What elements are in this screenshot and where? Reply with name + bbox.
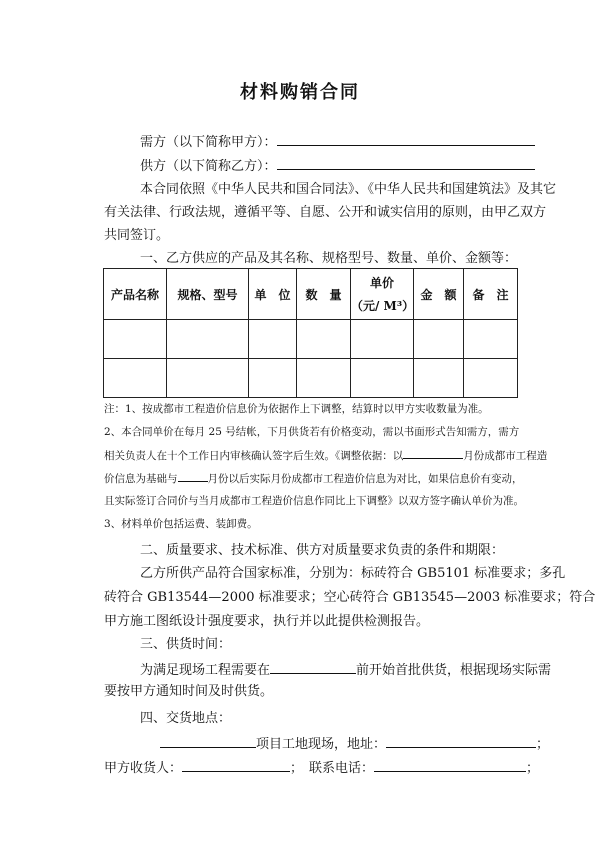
table-cell[interactable] bbox=[249, 359, 297, 398]
header-amount: 金 额 bbox=[414, 269, 464, 320]
header-remarks: 备 注 bbox=[464, 269, 518, 320]
note-2-line-3 bbox=[104, 471, 523, 486]
table-cell[interactable] bbox=[104, 359, 167, 398]
note-2-line-3-tail: 月份以后实际月份成都市工程造价信息为对比，如果信息价有变动， bbox=[207, 473, 523, 485]
receiver-sep: ； bbox=[290, 761, 304, 776]
buyer-line bbox=[140, 133, 535, 151]
adjust-month-blank-2[interactable] bbox=[178, 471, 208, 482]
note-1: 注：1、按成都市工程造价信息价为依据作上下调整，结算时以甲方实收数量为准。 bbox=[104, 403, 489, 415]
supply-date-blank[interactable] bbox=[270, 661, 356, 674]
address-blank[interactable] bbox=[386, 735, 536, 748]
table-header-row bbox=[104, 269, 518, 320]
note-2-line-3-text: 价信息为基础与 bbox=[104, 473, 178, 485]
header-quantity: 数 量 bbox=[297, 269, 351, 320]
table-cell[interactable] bbox=[464, 359, 518, 398]
intro-line-2: 有关法律、行政法规，遵循平等、自愿、公开和诚实信用的原则，由甲乙双方 bbox=[104, 205, 547, 220]
table-cell[interactable] bbox=[104, 320, 167, 359]
table-cell[interactable] bbox=[249, 320, 297, 359]
seller-line bbox=[140, 157, 535, 175]
quality-line-3: 甲方施工图纸设计强度要求，执行并以此提供检测报告。 bbox=[104, 614, 430, 629]
quality-line-2: 砖符合 GB13544—2000 标准要求；空心砖符合 GB13545—2003 标准要求；符合 bbox=[104, 590, 596, 605]
table-cell[interactable] bbox=[414, 320, 464, 359]
quality-line-1: 乙方所供产品符合国家标准，分别为：标砖符合 GB5101 标准要求；多孔 bbox=[140, 566, 566, 581]
contact-end: ； bbox=[526, 761, 540, 776]
table-cell[interactable] bbox=[297, 359, 351, 398]
section-1-heading: 一、乙方供应的产品及其名称、规格型号、数量、单价、金额等： bbox=[140, 251, 518, 266]
delivery-end: ； bbox=[536, 737, 550, 752]
note-2-line-1: 2、本合同单价在每月 25 号结帐，下月供货若有价格变动，需以书面形式告知需方，需方 bbox=[104, 426, 520, 438]
contact-phone-blank[interactable] bbox=[374, 759, 526, 772]
header-unit-price bbox=[351, 269, 414, 320]
table-cell[interactable] bbox=[351, 320, 414, 359]
section-3-heading: 三、供货时间： bbox=[140, 637, 232, 652]
receiver-label: 甲方收货人： bbox=[104, 761, 183, 776]
delivery-label: 项目工地现场，地址： bbox=[256, 737, 387, 752]
table-cell[interactable] bbox=[297, 320, 351, 359]
contract-title: 材料购销合同 bbox=[240, 82, 360, 103]
table-cell[interactable] bbox=[351, 359, 414, 398]
contact-label: 联系电话： bbox=[309, 761, 375, 776]
intro-line-1: 本合同依照《中华人民共和国合同法》、《中华人民共和国建筑法》及其它 bbox=[140, 182, 557, 197]
header-product-name: 产品名称 bbox=[104, 269, 167, 320]
seller-blank[interactable] bbox=[277, 157, 535, 170]
project-name-blank[interactable] bbox=[160, 735, 256, 748]
header-unit-price-label: 单价 bbox=[369, 276, 394, 290]
intro-line-3: 共同签订。 bbox=[104, 228, 170, 243]
table-cell[interactable] bbox=[464, 320, 518, 359]
supply-line-1 bbox=[140, 661, 551, 679]
header-spec-model: 规格、型号 bbox=[167, 269, 249, 320]
note-2-line-4: 且实际签订合同价与当月成都市工程造价信息作同比上下调整》以双方签字确认单价为准。 bbox=[104, 495, 524, 507]
supply-text-b: 前开始首批供货，根据现场实际需 bbox=[356, 663, 552, 678]
product-table bbox=[103, 268, 518, 398]
buyer-label: 需方（以下简称甲方）： bbox=[140, 135, 277, 150]
header-unit: 单 位 bbox=[249, 269, 297, 320]
buyer-blank[interactable] bbox=[277, 133, 535, 146]
seller-label: 供方（以下简称乙方）： bbox=[140, 159, 277, 174]
note-3: 3、材料单价包括运费、装卸费。 bbox=[104, 518, 258, 530]
section-4-heading: 四、交货地点： bbox=[140, 711, 232, 726]
receiver-blank[interactable] bbox=[182, 759, 290, 772]
table-cell[interactable] bbox=[167, 320, 249, 359]
delivery-line bbox=[160, 735, 549, 753]
table-cell[interactable] bbox=[167, 359, 249, 398]
table-cell[interactable] bbox=[414, 359, 464, 398]
supply-line-2: 要按甲方通知时间及时供货。 bbox=[104, 684, 274, 699]
table-row bbox=[104, 359, 518, 398]
receiver-line bbox=[104, 759, 539, 777]
adjust-month-blank-1[interactable] bbox=[403, 448, 463, 459]
table-row bbox=[104, 320, 518, 359]
note-2-line-2-tail: 月份成都市工程造 bbox=[463, 450, 548, 462]
section-2-heading: 二、质量要求、技术标准、供方对质量要求负责的条件和期限： bbox=[140, 543, 505, 558]
note-2-line-2 bbox=[104, 448, 547, 463]
supply-text-a: 为满足现场工程需要在 bbox=[140, 663, 271, 678]
header-unit-price-currency: （元/ M³） bbox=[351, 299, 415, 313]
note-2-line-2-text: 相关负责人在十个工作日内审核确认签字后生效。《调整依据：以 bbox=[104, 450, 404, 462]
